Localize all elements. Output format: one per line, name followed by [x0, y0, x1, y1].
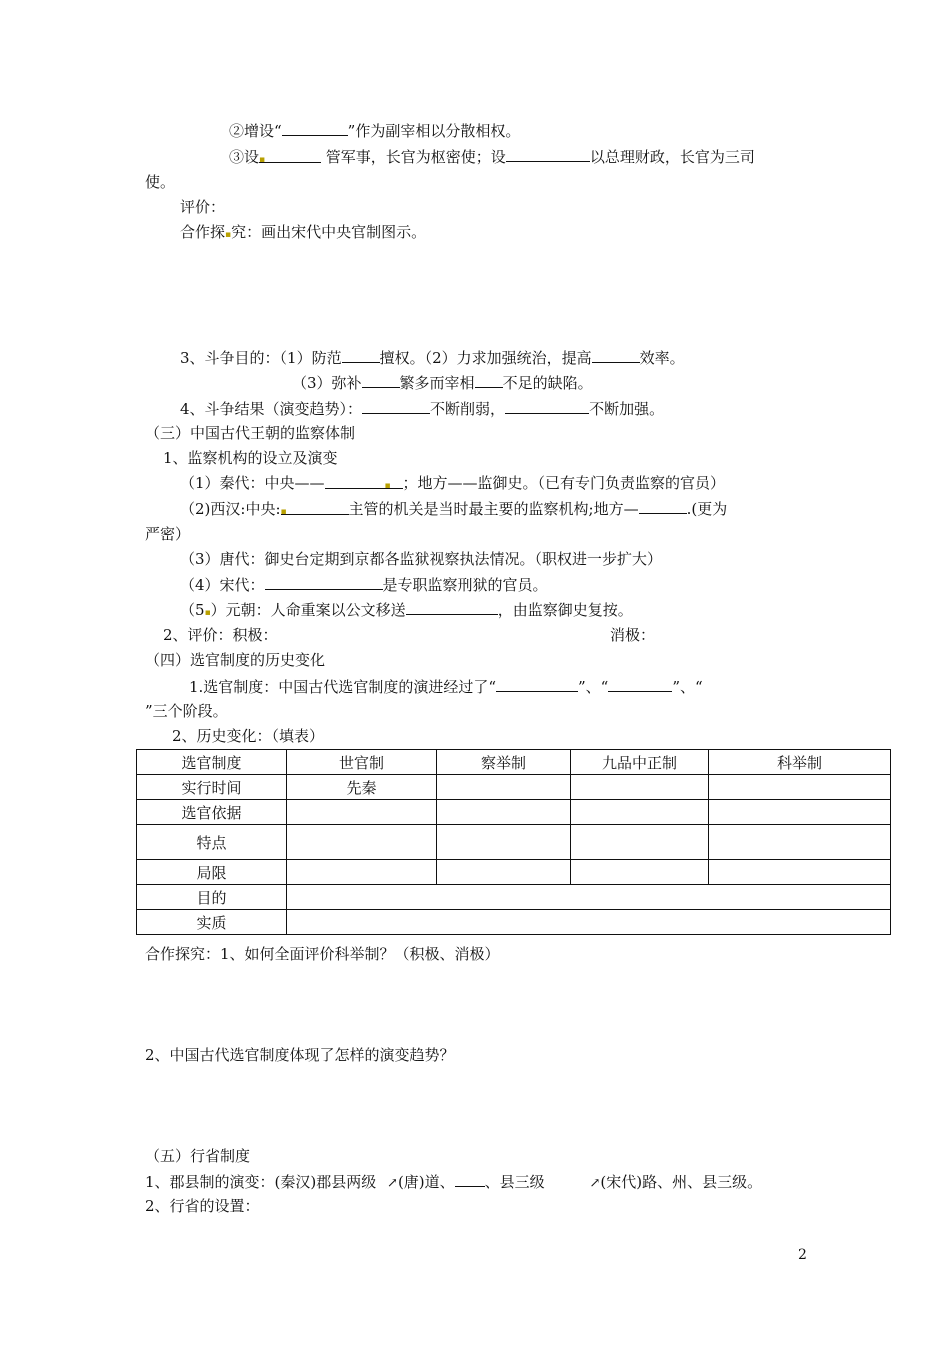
- text-fragment: 是专职监察刑狱的官员。: [382, 576, 548, 594]
- text-fragment: 评价：: [180, 198, 226, 216]
- text-fragment: 管军事，长官为枢密使；设: [325, 148, 506, 166]
- text-fragment: （五）行省制度: [145, 1147, 251, 1165]
- text-fragment: （4）宋代：: [180, 576, 265, 594]
- text-fragment: 5: [195, 601, 205, 619]
- text-line: [180, 574, 548, 595]
- text-fragment: 1、郡县制的演变：(秦汉)郡县两级: [145, 1173, 377, 1191]
- table-header-cell: 科举制: [709, 750, 891, 775]
- fill-blank[interactable]: [592, 347, 640, 363]
- text-fragment: 不足的缺陷。: [502, 374, 593, 392]
- text-fragment: 、县三级: [484, 1173, 545, 1191]
- text-fragment: (宋代)路、州、县三级。: [600, 1173, 763, 1191]
- mark-dot: ▪: [259, 155, 266, 165]
- table-cell[interactable]: 先秦: [287, 775, 437, 800]
- mark-dot: ▪: [204, 608, 211, 618]
- text-line: [145, 1196, 260, 1216]
- text-fragment: （3）弥补: [292, 374, 362, 392]
- text-fragment: 不断削弱，: [430, 400, 506, 418]
- text-fragment: ”三个阶段。: [145, 702, 228, 720]
- table-cell[interactable]: [709, 800, 891, 825]
- text-fragment: 严密）: [145, 525, 191, 543]
- selection-system-table: [136, 749, 891, 935]
- text-fragment: （2)西汉:中央:: [180, 500, 281, 518]
- fill-blank[interactable]: [282, 120, 348, 136]
- text-line: [180, 599, 633, 623]
- text-fragment: （四）选官制度的历史变化: [145, 651, 326, 669]
- fill-blank[interactable]: [506, 146, 590, 162]
- text-line: [189, 676, 703, 697]
- fill-blank[interactable]: [362, 398, 430, 414]
- text-fragment: （1）秦代：中央——: [180, 474, 325, 492]
- fill-blank[interactable]: [265, 574, 383, 590]
- table-row: [137, 775, 891, 800]
- table-row: [137, 860, 891, 885]
- text-fragment: 4、斗争结果（演变趋势）：: [180, 400, 363, 418]
- text-fragment: 2、中国古代选官制度体现了怎样的演变趋势？: [145, 1046, 455, 1064]
- text-line: [145, 1045, 455, 1065]
- text-fragment: ②增设“: [229, 122, 282, 140]
- table-cell[interactable]: [287, 800, 437, 825]
- text-line: [145, 701, 228, 721]
- section-heading: [145, 1146, 250, 1166]
- text-line: [145, 172, 175, 192]
- table-cell[interactable]: [571, 775, 709, 800]
- mark-dot: ▪: [384, 481, 391, 491]
- text-line: [229, 146, 755, 167]
- table-cell[interactable]: [571, 800, 709, 825]
- fill-blank[interactable]: [455, 1171, 485, 1187]
- text-line: [180, 347, 685, 368]
- text-line: [172, 726, 324, 746]
- table-header-cell: 九品中正制: [571, 750, 709, 775]
- text-line: [610, 625, 655, 645]
- arrow-icon: ↗: [589, 1176, 601, 1191]
- section-heading: [145, 650, 325, 670]
- row-label: 特点: [137, 825, 287, 860]
- text-fragment: ，由监察御史复按。: [497, 601, 633, 619]
- row-label: 目的: [137, 885, 287, 910]
- text-line: [145, 944, 500, 964]
- text-fragment: 擅权。（2）力求加强统治，提高: [379, 349, 592, 367]
- fill-blank[interactable]: [475, 372, 503, 388]
- text-line: [292, 372, 593, 393]
- table-cell[interactable]: [437, 800, 571, 825]
- text-line: [163, 448, 338, 468]
- text-line: [180, 498, 727, 519]
- text-fragment: ③设: [229, 148, 260, 166]
- text-fragment: 2、行省的设置：: [145, 1197, 260, 1215]
- text-fragment: .(更为: [686, 500, 728, 518]
- table-cell[interactable]: [287, 825, 437, 860]
- text-fragment: （3）唐代：御史台定期到京都各监狱视察执法情况。（职权进一步扩大）: [180, 550, 663, 568]
- mark-dot: ▪: [280, 507, 287, 517]
- table-cell[interactable]: [437, 775, 571, 800]
- text-line: [180, 473, 725, 493]
- table-cell[interactable]: [571, 860, 709, 885]
- text-fragment: 消极：: [610, 626, 656, 644]
- text-fragment: ”、“: [577, 678, 609, 696]
- table-header-cell: 世官制: [287, 750, 437, 775]
- text-fragment: 繁多而宰相: [399, 374, 475, 392]
- table-cell[interactable]: [709, 825, 891, 860]
- table-header-cell: 察举制: [437, 750, 571, 775]
- table-header-cell: 选官制度: [137, 750, 287, 775]
- text-fragment: 效率。: [639, 349, 685, 367]
- table-row: [137, 825, 891, 860]
- text-fragment: ”、“: [672, 678, 703, 696]
- table-row: [137, 910, 891, 935]
- arrow-icon: ↗: [387, 1176, 398, 1191]
- table-cell[interactable]: [571, 825, 709, 860]
- text-fragment: （: [180, 601, 196, 619]
- text-fragment: 究：画出宋代中央官制图示。: [231, 223, 427, 241]
- fill-blank[interactable]: [362, 372, 400, 388]
- table-cell[interactable]: [437, 860, 571, 885]
- section-heading: [145, 423, 355, 443]
- fill-blank[interactable]: [406, 599, 498, 615]
- text-fragment: 2、历史变化：（填表）: [172, 727, 325, 745]
- text-fragment: 使。: [145, 173, 176, 191]
- text-line: [145, 1171, 762, 1194]
- mark-dot: ▪: [225, 230, 232, 240]
- fill-blank[interactable]: [325, 473, 403, 489]
- table-cell[interactable]: [709, 775, 891, 800]
- fill-blank[interactable]: [342, 347, 380, 363]
- text-fragment: ；地方——监御史。（已有专门负责监察的官员）: [402, 474, 726, 492]
- text-fragment: 不断加强。: [589, 400, 665, 418]
- text-line: [229, 120, 520, 141]
- text-fragment: 2、评价：积极：: [163, 626, 278, 644]
- text-fragment: (唐)道、: [397, 1173, 455, 1191]
- table-merged-cell[interactable]: [287, 910, 891, 935]
- row-label: 实行时间: [137, 775, 287, 800]
- text-fragment: ）元朝：人命重案以公文移送: [210, 601, 406, 619]
- table-cell[interactable]: [709, 860, 891, 885]
- row-label: 选官依据: [137, 800, 287, 825]
- text-fragment: 合作探: [180, 223, 226, 241]
- row-label: 实质: [137, 910, 287, 935]
- text-line: [180, 222, 426, 245]
- table-cell[interactable]: [437, 825, 571, 860]
- text-line: [180, 398, 664, 419]
- fill-blank[interactable]: [259, 147, 321, 163]
- row-label: 局限: [137, 860, 287, 885]
- text-fragment: 1、监察机构的设立及演变: [163, 449, 338, 467]
- text-fragment: 以总理财政，长官为三司: [589, 148, 755, 166]
- table-row: [137, 800, 891, 825]
- fill-blank[interactable]: [608, 676, 672, 692]
- fill-blank[interactable]: [496, 676, 578, 692]
- text-fragment: 1.选官制度：中国古代选官制度的演进经过了“: [189, 678, 496, 696]
- fill-blank[interactable]: [281, 499, 349, 515]
- table-merged-cell[interactable]: [287, 885, 891, 910]
- text-line: [145, 524, 190, 544]
- text-fragment: 3、斗争目的：（1）防范: [180, 349, 342, 367]
- table-row: [137, 885, 891, 910]
- text-line: [180, 197, 225, 217]
- table-header-row: [137, 750, 891, 775]
- text-line: [163, 625, 278, 645]
- text-fragment: （三）中国古代王朝的监察体制: [145, 424, 356, 442]
- text-fragment: ”作为副宰相以分散相权。: [347, 122, 521, 140]
- table-cell[interactable]: [287, 860, 437, 885]
- text-fragment: 合作探究：1、如何全面评价科举制？（积极、消极）: [145, 945, 500, 963]
- fill-blank[interactable]: [639, 498, 687, 514]
- text-line: [180, 549, 662, 569]
- text-fragment: 主管的机关是当时最主要的监察机构;地方—: [348, 500, 639, 518]
- fill-blank[interactable]: [505, 398, 589, 414]
- page-number: 2: [798, 1247, 807, 1263]
